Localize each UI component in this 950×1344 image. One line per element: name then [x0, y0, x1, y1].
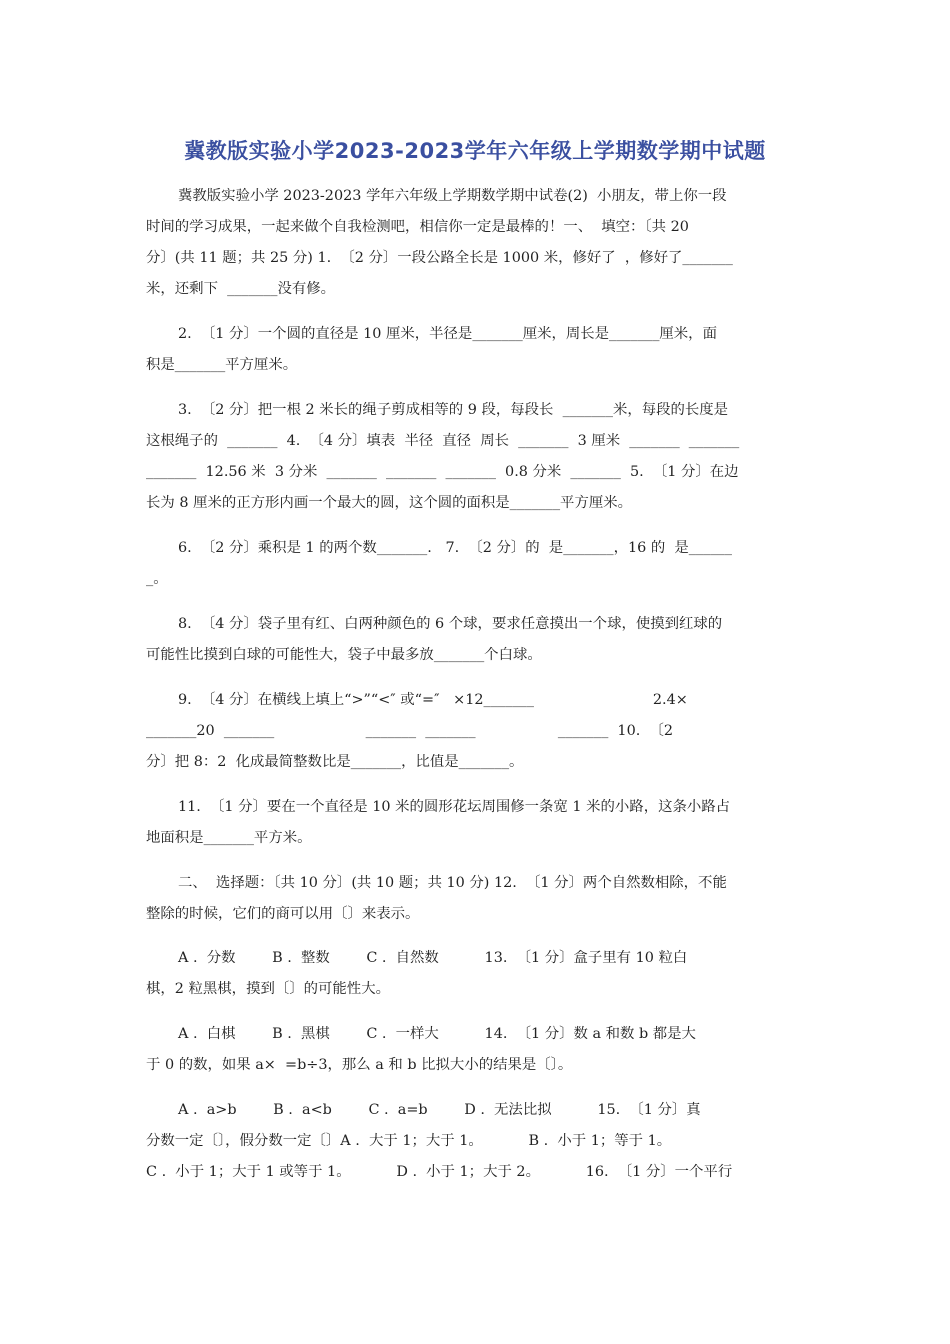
text-line: 冀教版实验小学 2023-2023 学年六年级上学期数学期中试卷(2) 小朋友，带上你一段: [178, 188, 727, 204]
text-line: 棋，2 粒黑棋，摸到〔〕的可能性大。: [146, 981, 390, 997]
text-line: 分数一定〔〕，假分数一定〔〕A . 大于 1；大于 1。 B . 小于 1；等于 1。: [146, 1133, 672, 1149]
text-line: 可能性比摸到白球的可能性大，袋子中最多放_______个白球。: [146, 647, 542, 663]
text-line: 积是_______平方厘米。: [146, 357, 298, 373]
page-title: 冀教版实验小学2023-2023学年六年级上学期数学期中试题: [184, 139, 766, 163]
text-line: _。: [146, 571, 168, 587]
text-line: 分〕(共 11 题；共 25 分) 1. 〔2 分〕一段公路全长是 1000 米，修好了 ，修好了_______: [146, 250, 733, 266]
text-line: 米，还剩下 _______没有修。: [146, 281, 336, 297]
text-line: 8. 〔4 分〕袋子里有红、白两种颜色的 6 个球，要求任意摸出一个球，使摸到红球的: [178, 616, 723, 632]
text-line: A . a>b B . a<b C . a=b D . 无法比拟 15. 〔1 分〕真: [178, 1102, 701, 1118]
text-line: A . 白棋 B . 黑棋 C . 一样大 14. 〔1 分〕数 a 和数 b 都是大: [178, 1026, 696, 1042]
text-line: A . 分数 B . 整数 C . 自然数 13. 〔1 分〕盒子里有 10 粒白: [178, 950, 688, 966]
text-line: 这根绳子的 _______ 4. 〔4 分〕填表 半径 直径 周长 _______ 3 厘米 _______ _______: [146, 433, 740, 449]
text-line: _______20 _______ _______ _______ _______ 10. 〔2: [146, 723, 674, 739]
text-line: 3. 〔2 分〕把一根 2 米长的绳子剪成相等的 9 段，每段长 _______米，每段的长度是: [178, 402, 729, 418]
text-line: C . 小于 1；大于 1 或等于 1。 D . 小于 1；大于 2。 16. 〔1 分〕一个平行: [146, 1164, 733, 1180]
text-line: 2. 〔1 分〕一个圆的直径是 10 厘米，半径是_______厘米，周长是_______厘米，面: [178, 326, 717, 342]
text-line: 长为 8 厘米的正方形内画一个最大的圆，这个圆的面积是_______平方厘米。: [146, 495, 633, 511]
text-line: 9. 〔4 分〕在横线上填上“>”“<″ 或“=″ ×12_______ 2.4×: [178, 692, 688, 708]
text-line: 11. 〔1 分〕要在一个直径是 10 米的圆形花坛周围修一条宽 1 米的小路，这条小路占: [178, 799, 731, 815]
text-line: 地面积是_______平方米。: [146, 830, 312, 846]
text-line: 分〕把 8：2 化成最简整数比是_______，比值是_______。: [146, 754, 524, 770]
text-line: 于 0 的数，如果 a× =b÷3，那么 a 和 b 比拟大小的结果是〔〕。: [146, 1057, 573, 1073]
text-line: 时间的学习成果，一起来做个自我检测吧，相信你一定是最棒的！一、 填空：〔共 20: [146, 219, 689, 235]
text-line: 6. 〔2 分〕乘积是 1 的两个数_______. 7. 〔2 分〕的 是_______，16 的 是______: [178, 540, 732, 556]
text-line: 二、 选择题：〔共 10 分〕(共 10 题；共 10 分) 12. 〔1 分〕两个自然数相除，不能: [178, 875, 727, 891]
text-line: 整除的时候，它们的商可以用〔〕来表示。: [146, 906, 420, 922]
text-line: _______ 12.56 米 3 分米 _______ _______ _______ 0.8 分米 _______ 5. 〔1 分〕在边: [146, 464, 739, 480]
